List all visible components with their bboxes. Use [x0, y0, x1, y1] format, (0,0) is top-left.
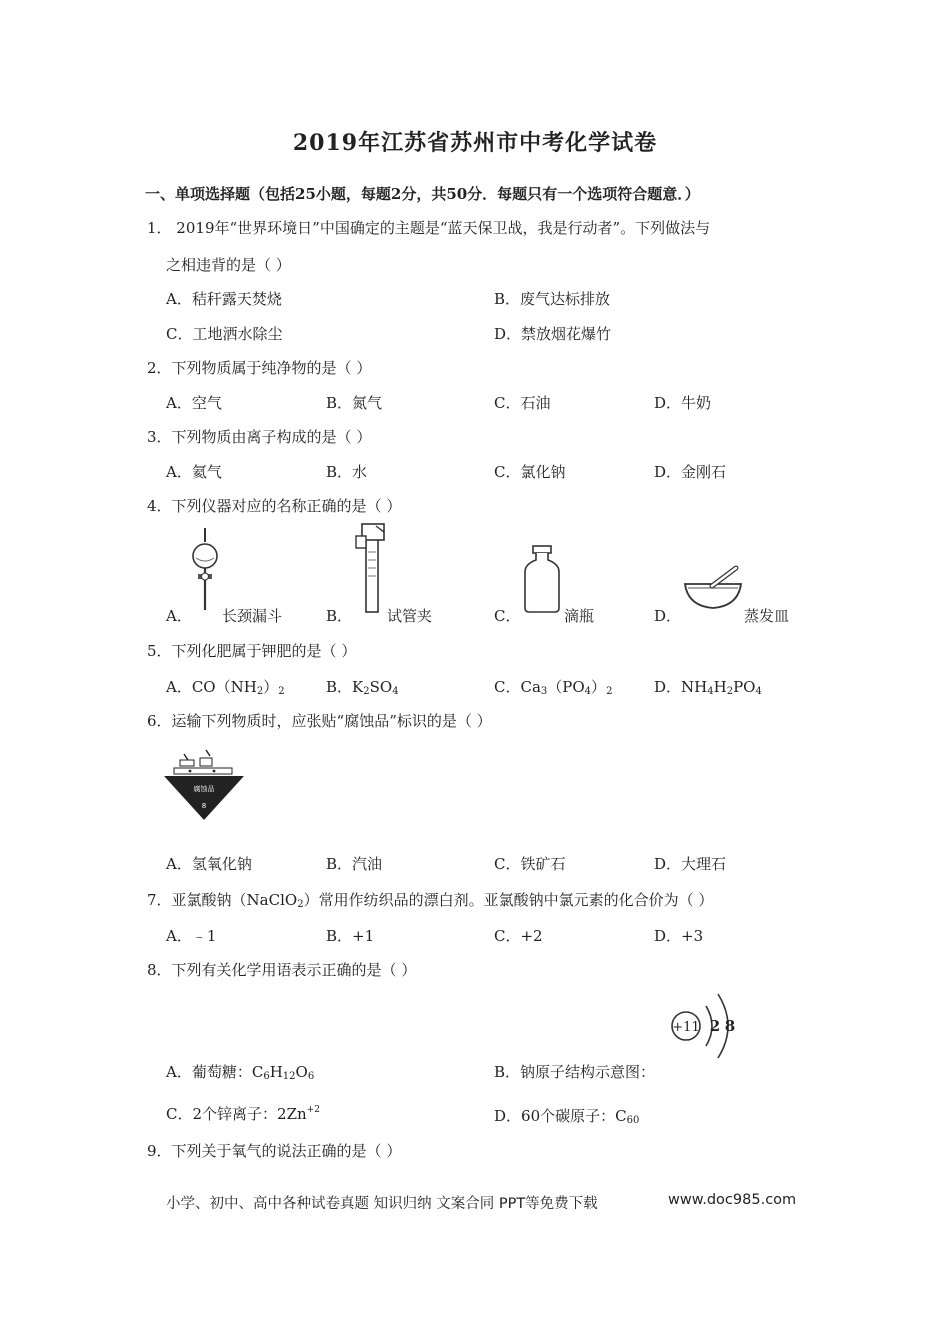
question-6-option-b: B．汽油 [326, 855, 383, 873]
question-3-option-a: A．氦气 [166, 463, 222, 481]
question-1-stem: 1． 2019年“世界环境日”中国确定的主题是“蓝天保卫战，我是行动者”。下列做法与 [147, 219, 711, 237]
corrosive-sign-class: 8 [201, 802, 207, 810]
long-neck-funnel-illustration [185, 528, 225, 612]
question-6-option-a: A．氢氧化钠 [166, 855, 252, 873]
question-2-option-a: A．空气 [166, 394, 222, 412]
question-6-option-c: C．铁矿石 [494, 855, 566, 873]
question-4-option-a-name: 长颈漏斗 [222, 607, 283, 625]
question-4-option-b-name: 试管夹 [387, 607, 433, 625]
question-5-option-a: A．$CO(NH_2)_2$ [166, 678, 285, 697]
test-tube-holder-illustration [354, 522, 388, 614]
question-8-stem: 8．下列有关化学用语表示正确的是（ ） [147, 961, 417, 979]
question-1-stem-cont: 之相违背的是（ ） [166, 256, 291, 274]
question-4-option-a-letter: A． [166, 607, 192, 625]
question-7-option-a: A．﹣1 [166, 927, 217, 945]
footer-promo-text: 小学、初中、高中各种试卷真题 知识归纳 文案合同 PPT等免费下载 [166, 1196, 598, 1212]
question-5-stem: 5．下列化肥属于钾肥的是（ ） [147, 642, 357, 660]
question-3-option-c: C．氯化钠 [494, 463, 566, 481]
question-4-option-c-letter: C． [494, 607, 521, 625]
question-3-stem: 3．下列物质由离子构成的是（ ） [147, 428, 372, 446]
question-3-option-d: D．金刚石 [654, 463, 727, 481]
question-4-option-b-letter: B． [326, 607, 353, 625]
shell-2-electrons: 8 [724, 1017, 736, 1035]
question-2-stem: 2．下列物质属于纯净物的是（ ） [147, 359, 372, 377]
question-8-option-b: B．钠原子结构示意图： [494, 1063, 656, 1081]
question-5-option-b: B．$K_2SO_4$ [326, 678, 399, 697]
corrosive-sign-label: 腐蚀品 [193, 785, 215, 793]
nucleus-charge: +11 [672, 1020, 700, 1035]
question-3-option-b: B．水 [326, 463, 368, 481]
question-5-option-d: D．$NH_4H_2PO_4$ [654, 678, 762, 697]
question-1-option-d: D．禁放烟花爆竹 [494, 325, 612, 343]
question-8-option-a: A．葡萄糖：$C_6H_{12}O_6$ [166, 1063, 315, 1082]
shell-1-electrons: 2 [709, 1017, 721, 1035]
footer-website-link[interactable]: www.doc985.com [668, 1192, 797, 1208]
section-header: 一、单项选择题（包括25小题，每题2分，共50分．每题只有一个选项符合题意．） [145, 185, 700, 203]
question-7-option-b: B．+1 [326, 927, 375, 945]
question-4-option-d-name: 蒸发皿 [744, 607, 790, 625]
question-7-option-d: D．+3 [654, 927, 704, 945]
question-4-option-d-letter: D． [654, 607, 682, 625]
question-1-option-c: C．工地洒水除尘 [166, 325, 283, 343]
question-7-stem: 7．亚氯酸钠（NaClO$_2$）常用作纺织品的漂白剂。亚氯酸钠中氯元素的化合价为（ ） [147, 891, 714, 910]
question-6-option-d: D．大理石 [654, 855, 727, 873]
sodium-atom-structure-diagram [668, 988, 748, 1064]
question-4-option-c-name: 滴瓶 [564, 607, 595, 625]
question-9-stem: 9．下列关于氧气的说法正确的是（ ） [147, 1142, 402, 1160]
question-1-option-a: A．秸秆露天焚烧 [166, 290, 282, 308]
question-8-option-c: C．2个锌离子：$2Zn^{+2}$ [166, 1105, 320, 1123]
page-title: 2019年江苏省苏州市中考化学试卷 [292, 130, 658, 156]
question-8-option-d: D．60个碳原子：$C_{60}$ [494, 1107, 640, 1126]
question-4-stem: 4．下列仪器对应的名称正确的是（ ） [147, 497, 402, 515]
question-1-option-b: B．废气达标排放 [494, 290, 611, 308]
question-7-option-c: C．+2 [494, 927, 543, 945]
question-5-option-c: C．$Ca_3(PO_4)_2$ [494, 678, 613, 697]
question-2-option-d: D．牛奶 [654, 394, 712, 412]
question-2-option-b: B．氮气 [326, 394, 383, 412]
corrosive-sign-icon [164, 746, 246, 822]
question-2-option-c: C．石油 [494, 394, 551, 412]
dropper-bottle-illustration [522, 544, 562, 614]
question-6-stem: 6．运输下列物质时，应张贴“腐蚀品”标识的是（ ） [147, 712, 492, 730]
mortar-pestle-illustration [682, 562, 744, 612]
